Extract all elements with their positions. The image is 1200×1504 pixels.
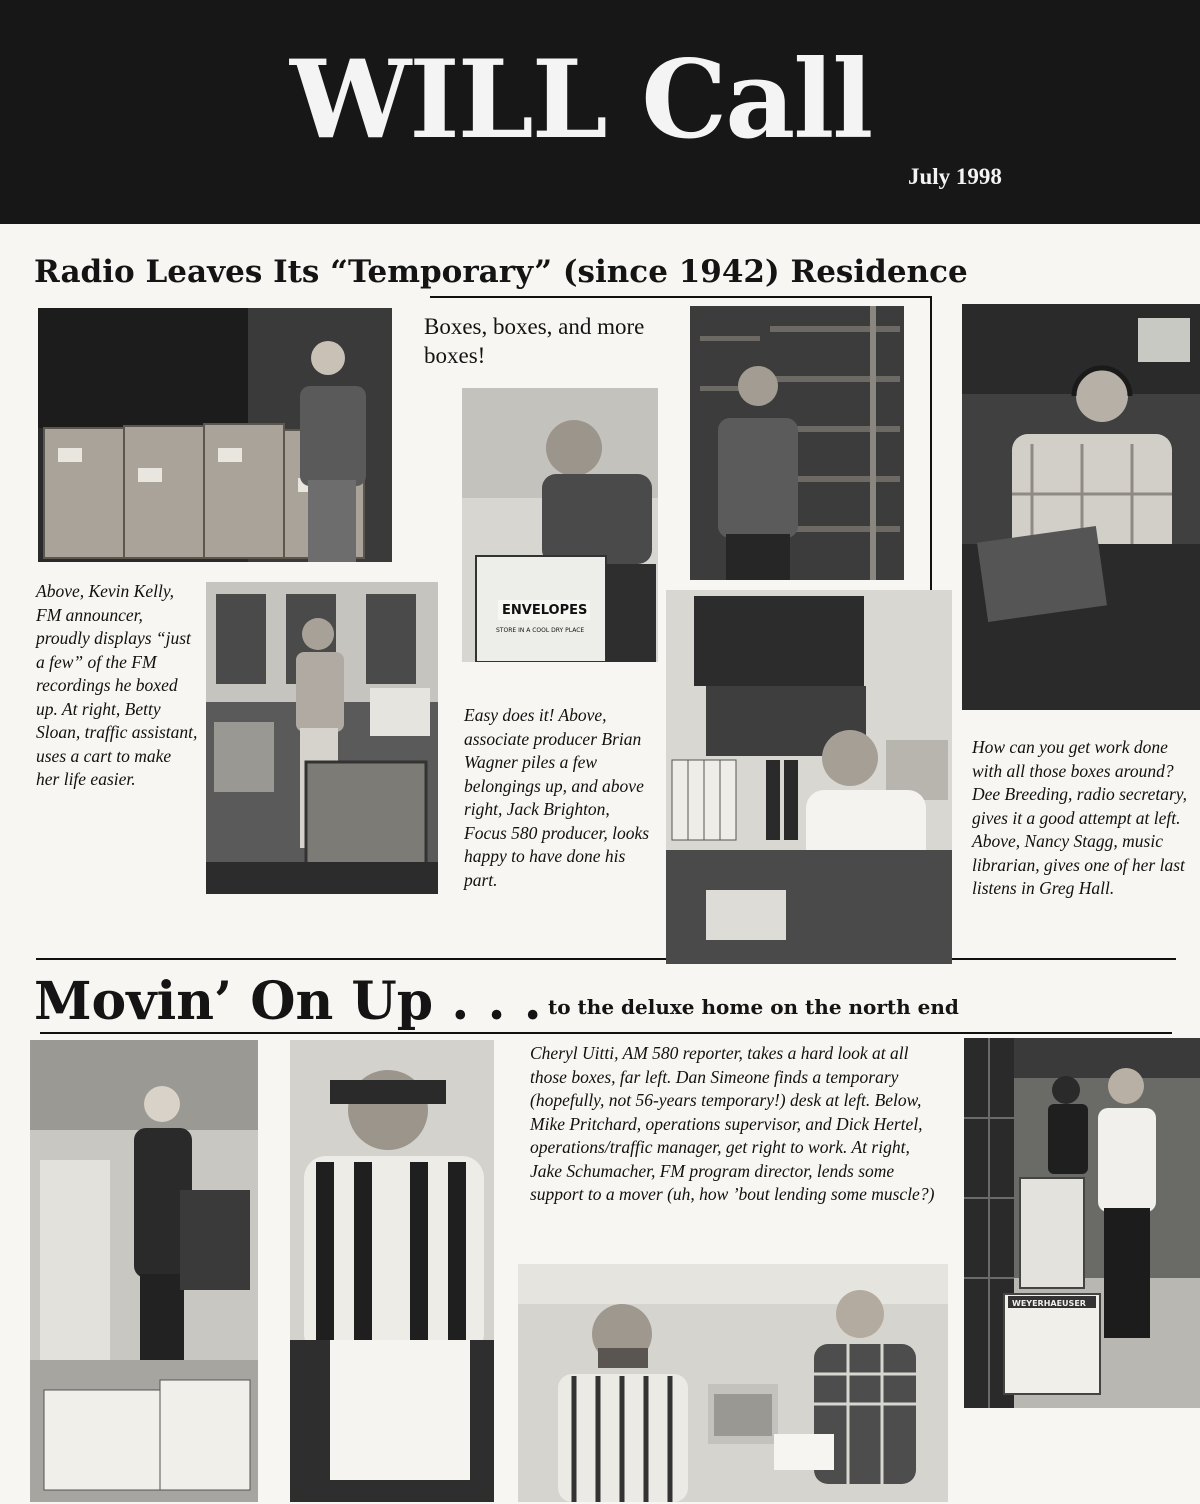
box-label-store: STORE IN A COOL DRY PLACE	[496, 627, 585, 634]
issue-date: July 1998	[908, 164, 1002, 189]
photo-dee-breeding	[666, 590, 952, 964]
box-label-envelopes: ENVELOPES	[502, 603, 588, 618]
photo-pritchard-hertel	[518, 1264, 948, 1502]
newsletter-title: WILL Call	[290, 37, 872, 163]
photo-betty-sloan	[206, 582, 438, 894]
box-label-weyerhaeuser: WEYERHAEUSER	[1012, 1299, 1086, 1308]
photo-nancy-stagg	[962, 304, 1200, 710]
photo-cheryl-uitti	[30, 1040, 258, 1502]
photo-kevin-kelly	[38, 308, 392, 562]
caption-left: Above, Kevin Kelly, FM announcer, proudly displays “just a few” of the FM recordings he boxed up. At right, Betty Sloan, traffic assistant, uses a cart to make her life easier.	[36, 581, 198, 789]
photo-dan-simeone	[290, 1040, 494, 1502]
divider	[430, 296, 930, 298]
caption-center: Easy does it! Above, associate producer Brian Wagner piles a few belongings up, and above right, Jack Brighton, Focus 580 producer, looks happy to have done his part.	[464, 705, 650, 890]
section1-headline: Radio Leaves Its “Temporary” (since 1942) Residence	[34, 254, 968, 290]
divider	[40, 1032, 1172, 1034]
caption-section2: Cheryl Uitti, AM 580 reporter, takes a hard look at all those boxes, far left. Dan Simeone finds a temporary (hopefully, not 56-years temporary!) desk at left. Below, Mike Pritchard, operations supervisor, and Dick Hertel, operations/traffic manager, get right to work. At right, Jake Schumacher, FM program director, lends some support to a mover (uh, how ’bout lending some muscle?)	[530, 1043, 935, 1204]
divider	[36, 958, 1176, 960]
section2-subhead: to the deluxe home on the north end	[548, 995, 959, 1019]
section2-headline: Movin’ On Up . . .	[34, 971, 542, 1032]
caption-right: How can you get work done with all those boxes around? Dee Breeding, radio secretary, gives it a good attempt at left. Above, Nancy Stagg, music librarian, gives one of her last listens in Greg Hall.	[972, 737, 1187, 898]
photo-brian-wagner	[462, 388, 658, 662]
masthead	[0, 0, 1200, 224]
divider	[930, 296, 932, 596]
photo-jack-brighton	[690, 306, 904, 580]
photo-jake-schumacher	[964, 1038, 1200, 1408]
boxes-note: Boxes, boxes, and more boxes!	[424, 314, 645, 368]
